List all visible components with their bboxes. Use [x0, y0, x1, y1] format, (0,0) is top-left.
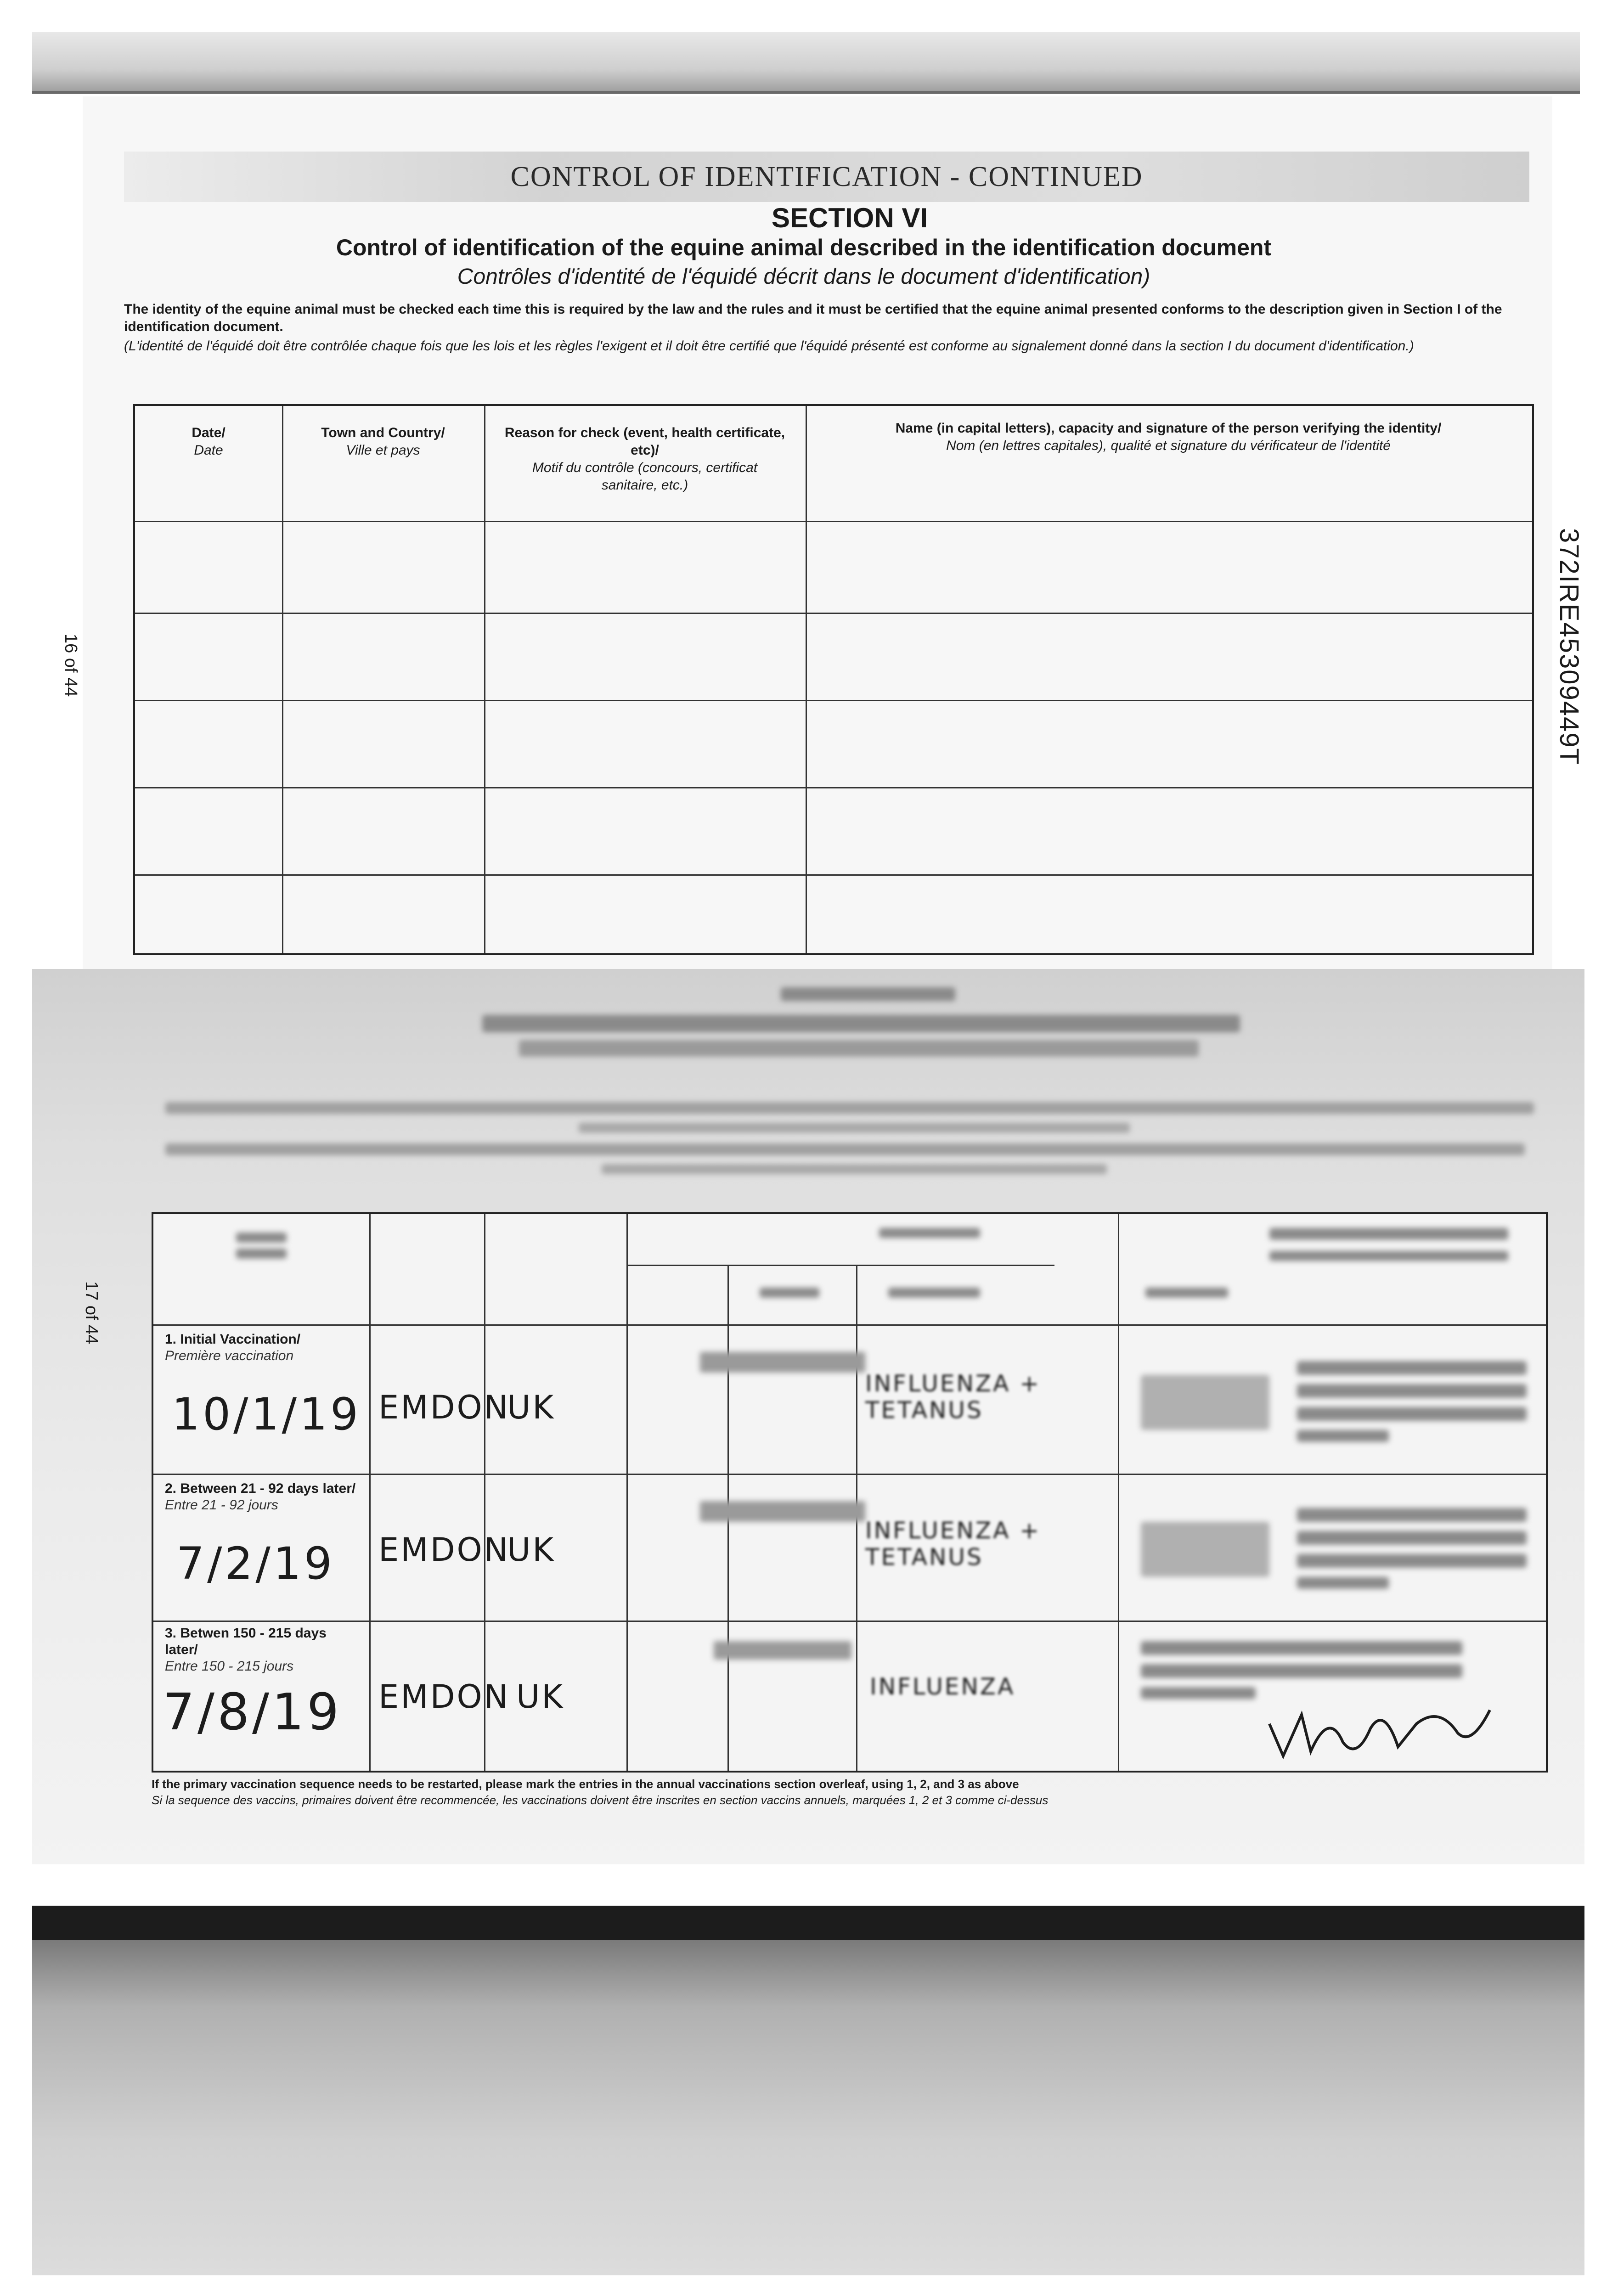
- row1-veterinarian-stamp: [1141, 1361, 1531, 1462]
- row3-place: EMDON: [378, 1678, 510, 1716]
- row3-date: 7/8/19: [163, 1683, 342, 1741]
- instructions-french: (L'identité de l'équidé doit être contrôlée chaque fois que les lois et les règles l'exigent et il doit être certifié que l'équidé présenté est conforme au signalement donné dans la section I du document d'identification.): [124, 338, 1414, 354]
- blurred-section-header: [482, 987, 1263, 1097]
- row-label-second-en: 2. Between 21 - 92 days later/: [165, 1481, 356, 1496]
- row3-country: UK: [516, 1678, 565, 1716]
- heading-english: Control of identification of the equine animal described in the identification document: [336, 235, 1272, 260]
- row-label-third: [165, 1625, 362, 1675]
- row-label-initial-en: 1. Initial Vaccination/: [165, 1332, 301, 1347]
- column-header-verifier-en: Name (in capital letters), capacity and signature of the person verifying the identity/: [895, 421, 1442, 436]
- column-header-reason: [502, 424, 787, 494]
- column-header-date-en: Date/: [192, 425, 226, 440]
- scan-top-line: [32, 91, 1580, 94]
- heading-french: Contrôles d'identité de l'équidé décrit dans le document d'identification): [457, 264, 1150, 289]
- row-label-third-fr: Entre 150 - 215 jours: [165, 1659, 294, 1674]
- identification-check-table: [133, 404, 1534, 955]
- row3-signature-icon: [1265, 1696, 1494, 1761]
- instructions-english: The identity of the equine animal must be checked each time this is required by the law and the rules and it must be certified that the equine animal presented conforms to the description given in Section I of the identification document.: [124, 302, 1502, 334]
- scan-top-strip: [32, 32, 1580, 94]
- vaccination-table: [152, 1212, 1548, 1773]
- row3-disease: INFLUENZA: [870, 1673, 1015, 1700]
- row-label-second-fr: Entre 21 - 92 jours: [165, 1497, 278, 1513]
- column-header-date-fr: Date: [194, 443, 223, 458]
- row-label-initial-fr: Première vaccination: [165, 1348, 294, 1363]
- banner-title: CONTROL OF IDENTIFICATION - CONTINUED: [510, 161, 1143, 192]
- row1-disease: INFLUENZA + TETANUS: [865, 1370, 1041, 1424]
- row2-veterinarian-stamp: [1141, 1508, 1531, 1609]
- blurred-header-vaccine: [741, 1223, 1522, 1315]
- row1-date: 10/1/19: [172, 1389, 361, 1440]
- row2-vaccine-sticker: [700, 1501, 865, 1522]
- column-header-town: [282, 424, 484, 459]
- restart-note-french: Si la sequence des vaccins, primaires doivent être recommencée, les vaccinations doivent être inscrites en section vaccins annuels, marquées 1, 2 et 3 comme ci-dessus: [152, 1793, 1049, 1807]
- row1-vaccine-sticker: [700, 1352, 865, 1373]
- scan-dark-band: [32, 1906, 1584, 1940]
- page-number-upper: 16 of 44: [61, 634, 80, 697]
- row-label-third-en: 3. Betwen 150 - 215 days later/: [165, 1626, 327, 1657]
- section-title: SECTION VI: [771, 203, 928, 233]
- page-number-lower: 17 of 44: [82, 1281, 101, 1345]
- row1-country: UK: [507, 1389, 556, 1426]
- column-header-town-fr: Ville et pays: [346, 443, 420, 458]
- column-header-verifier: [815, 420, 1522, 455]
- blurred-instructions: [165, 1102, 1534, 1176]
- column-header-reason-fr: Motif du contrôle (concours, certificat sanitaire, etc.): [532, 460, 758, 493]
- row2-date: 7/2/19: [176, 1538, 335, 1589]
- blurred-header-date: [227, 1228, 296, 1265]
- row2-place: EMDON: [378, 1531, 510, 1569]
- row-label-second: [165, 1480, 362, 1514]
- column-header-reason-en: Reason for check (event, health certificate, etc)/: [504, 425, 785, 458]
- document-id: 372IRE45309449T: [1554, 528, 1584, 765]
- row1-place: EMDON: [378, 1389, 510, 1426]
- row3-vaccine-sticker: [714, 1641, 851, 1660]
- row2-country: UK: [507, 1531, 556, 1569]
- column-header-date: [135, 424, 282, 459]
- column-header-verifier-fr: Nom (en lettres capitales), qualité et signature du vérificateur de l'identité: [946, 438, 1391, 453]
- column-header-town-en: Town and Country/: [321, 425, 445, 440]
- row2-disease: INFLUENZA + TETANUS: [865, 1517, 1041, 1570]
- scan-bottom-area: [32, 1940, 1584, 2275]
- restart-note-english: If the primary vaccination sequence needs to be restarted, please mark the entries in the annual vaccinations section overleaf, using 1, 2, and 3 as above: [152, 1777, 1019, 1791]
- row-label-initial: [165, 1331, 362, 1364]
